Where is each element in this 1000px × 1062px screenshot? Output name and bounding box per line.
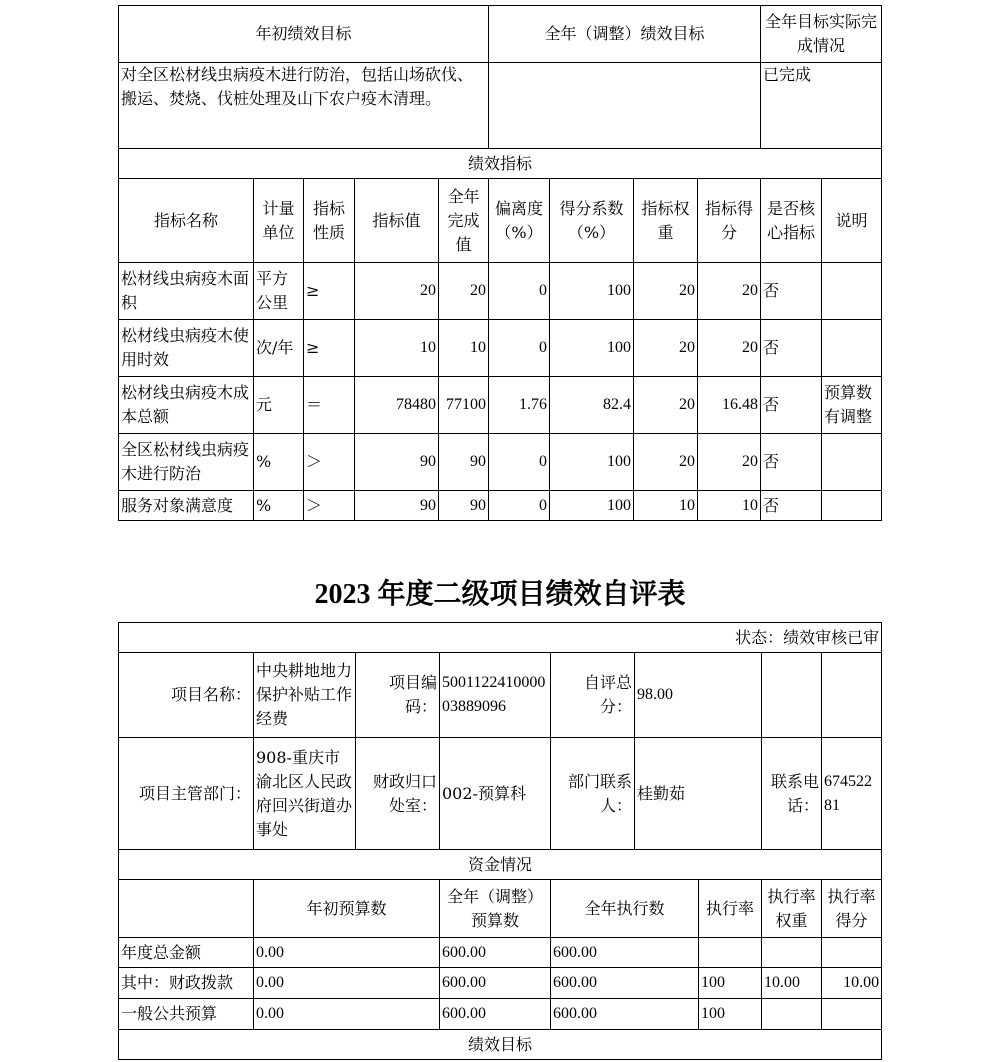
indicator-note (822, 434, 882, 491)
fund-rate-weight (762, 938, 822, 968)
indicator-name: 全区松材线虫病疫木进行防治 (119, 434, 254, 491)
status-badge: 状态：绩效审核已审 (119, 623, 882, 653)
fund-rate-weight (762, 999, 822, 1030)
actual-completion-header: 全年目标实际完成情况 (761, 6, 882, 63)
indicator-nature: ＝ (304, 377, 355, 434)
col-adjusted-budget: 全年（调整）预算数 (440, 880, 551, 938)
table-row (119, 263, 882, 320)
table-row (119, 320, 882, 377)
fund-rate-score (822, 938, 882, 968)
indicator-value: 90 (355, 434, 439, 491)
table-row (119, 434, 882, 491)
col-note: 说明 (822, 179, 882, 263)
indicator-score: 20 (698, 263, 761, 320)
indicator-name: 松材线虫病疫木成本总额 (119, 377, 254, 434)
indicator-score: 20 (698, 434, 761, 491)
col-executed: 全年执行数 (551, 880, 699, 938)
col-target-value: 指标值 (355, 179, 439, 263)
col-deviation: 偏离度（%） (489, 179, 550, 263)
table-row (119, 999, 882, 1030)
indicator-core: 否 (761, 434, 822, 491)
indicator-nature: ≥ (304, 320, 355, 377)
indicator-core: 否 (761, 377, 822, 434)
fund-initial: 0.00 (254, 968, 440, 999)
fund-row-name: 年度总金额 (119, 938, 254, 968)
fund-adjusted: 600.00 (440, 999, 551, 1030)
indicator-done: 10 (439, 320, 489, 377)
indicator-weight: 20 (634, 263, 698, 320)
indicator-value: 90 (355, 491, 439, 521)
indicator-nature: ＞ (304, 491, 355, 521)
col-indicator-name: 指标名称 (119, 179, 254, 263)
indicator-coefficient: 100 (550, 320, 634, 377)
col-completed-value: 全年完成值 (439, 179, 489, 263)
col-exec-rate-weight: 执行率权重 (762, 880, 822, 938)
self-evaluation-table (118, 622, 882, 1060)
col-exec-rate: 执行率 (699, 880, 762, 938)
project-code: 500112241000003889096 (440, 653, 551, 738)
col-score-coefficient: 得分系数（%） (550, 179, 634, 263)
initial-goal-header: 年初绩效目标 (119, 6, 489, 63)
indicator-deviation: 1.76 (489, 377, 550, 434)
indicator-unit: 平方公里 (254, 263, 304, 320)
funds-header-row (119, 880, 882, 938)
performance-indicator-table (118, 5, 882, 521)
fund-initial: 0.00 (254, 999, 440, 1030)
indicator-core: 否 (761, 491, 822, 521)
indicator-header-row (119, 179, 882, 263)
indicator-coefficient: 82.4 (550, 377, 634, 434)
fund-row-name: 一般公共预算 (119, 999, 254, 1030)
indicator-deviation: 0 (489, 491, 550, 521)
indicator-coefficient: 100 (550, 491, 634, 521)
finance-office-label: 财政归口处室： (356, 738, 440, 850)
phone-number: 67452281 (822, 738, 882, 850)
table-row (119, 377, 882, 434)
phone-label: 联系电话： (762, 738, 822, 850)
indicator-score: 20 (698, 320, 761, 377)
indicator-weight: 20 (634, 377, 698, 434)
indicator-note (822, 491, 882, 521)
indicator-unit: 次/年 (254, 320, 304, 377)
fund-row-name: 其中：财政拨款 (119, 968, 254, 999)
col-exec-rate-score: 执行率得分 (822, 880, 882, 938)
indicator-name: 松材线虫病疫木面积 (119, 263, 254, 320)
indicator-deviation: 0 (489, 263, 550, 320)
fund-executed: 600.00 (551, 968, 699, 999)
contact-name: 桂勤茹 (635, 738, 762, 850)
fund-rate-weight: 10.00 (762, 968, 822, 999)
col-initial-budget: 年初预算数 (254, 880, 440, 938)
indicator-value: 20 (355, 263, 439, 320)
col-weight: 指标权重 (634, 179, 698, 263)
col-unit: 计量单位 (254, 179, 304, 263)
indicator-unit: % (254, 491, 304, 521)
finance-office: 002-预算科 (440, 738, 551, 850)
fund-adjusted: 600.00 (440, 938, 551, 968)
col-nature: 指标性质 (304, 179, 355, 263)
indicator-unit: % (254, 434, 304, 491)
fund-executed: 600.00 (551, 999, 699, 1030)
indicator-nature: ＞ (304, 434, 355, 491)
indicator-deviation: 0 (489, 434, 550, 491)
adjusted-goal-text (489, 63, 761, 149)
indicator-nature: ≥ (304, 263, 355, 320)
indicator-done: 77100 (439, 377, 489, 434)
indicator-score: 16.48 (698, 377, 761, 434)
indicator-name: 服务对象满意度 (119, 491, 254, 521)
indicator-deviation: 0 (489, 320, 550, 377)
indicator-note (822, 263, 882, 320)
indicator-weight: 20 (634, 320, 698, 377)
fund-adjusted: 600.00 (440, 968, 551, 999)
indicator-note (822, 320, 882, 377)
department-label: 项目主管部门： (119, 738, 254, 850)
fund-rate (699, 938, 762, 968)
indicator-weight: 10 (634, 491, 698, 521)
fund-initial: 0.00 (254, 938, 440, 968)
indicator-value: 78480 (355, 377, 439, 434)
indicator-coefficient: 100 (550, 434, 634, 491)
indicator-score: 10 (698, 491, 761, 521)
indicator-done: 20 (439, 263, 489, 320)
project-code-label: 项目编码： (356, 653, 440, 738)
indicator-done: 90 (439, 491, 489, 521)
initial-goal-text: 对全区松材线虫病疫木进行防治，包括山场砍伐、搬运、焚烧、伐桩处理及山下农户疫木清理。 (119, 63, 489, 149)
table-row (119, 491, 882, 521)
indicator-coefficient: 100 (550, 263, 634, 320)
indicator-weight: 20 (634, 434, 698, 491)
contact-label: 部门联系人： (551, 738, 635, 850)
indicator-core: 否 (761, 320, 822, 377)
indicator-core: 否 (761, 263, 822, 320)
department: 908-重庆市渝北区人民政府回兴街道办事处 (254, 738, 356, 850)
table-row (119, 938, 882, 968)
project-name: 中央耕地地力保护补贴工作经费 (254, 653, 356, 738)
page-title: 2023 年度二级项目绩效自评表 (314, 579, 686, 610)
funds-section-title: 资金情况 (119, 850, 882, 880)
fund-executed: 600.00 (551, 938, 699, 968)
self-score: 98.00 (635, 653, 762, 738)
indicator-done: 90 (439, 434, 489, 491)
project-name-label: 项目名称： (119, 653, 254, 738)
indicator-value: 10 (355, 320, 439, 377)
actual-completion-text: 已完成 (761, 63, 882, 149)
col-core-indicator: 是否核心指标 (761, 179, 822, 263)
table-row (119, 968, 882, 999)
self-score-label: 自评总分： (551, 653, 635, 738)
fund-rate: 100 (699, 968, 762, 999)
fund-rate: 100 (699, 999, 762, 1030)
col-score: 指标得分 (698, 179, 761, 263)
adjusted-goal-header: 全年（调整）绩效目标 (489, 6, 761, 63)
indicator-section-title: 绩效指标 (119, 149, 882, 179)
indicator-unit: 元 (254, 377, 304, 434)
goal-section-title: 绩效目标 (119, 1030, 882, 1060)
fund-rate-score: 10.00 (822, 968, 882, 999)
fund-rate-score (822, 999, 882, 1030)
indicator-name: 松材线虫病疫木使用时效 (119, 320, 254, 377)
indicator-note: 预算数有调整 (822, 377, 882, 434)
